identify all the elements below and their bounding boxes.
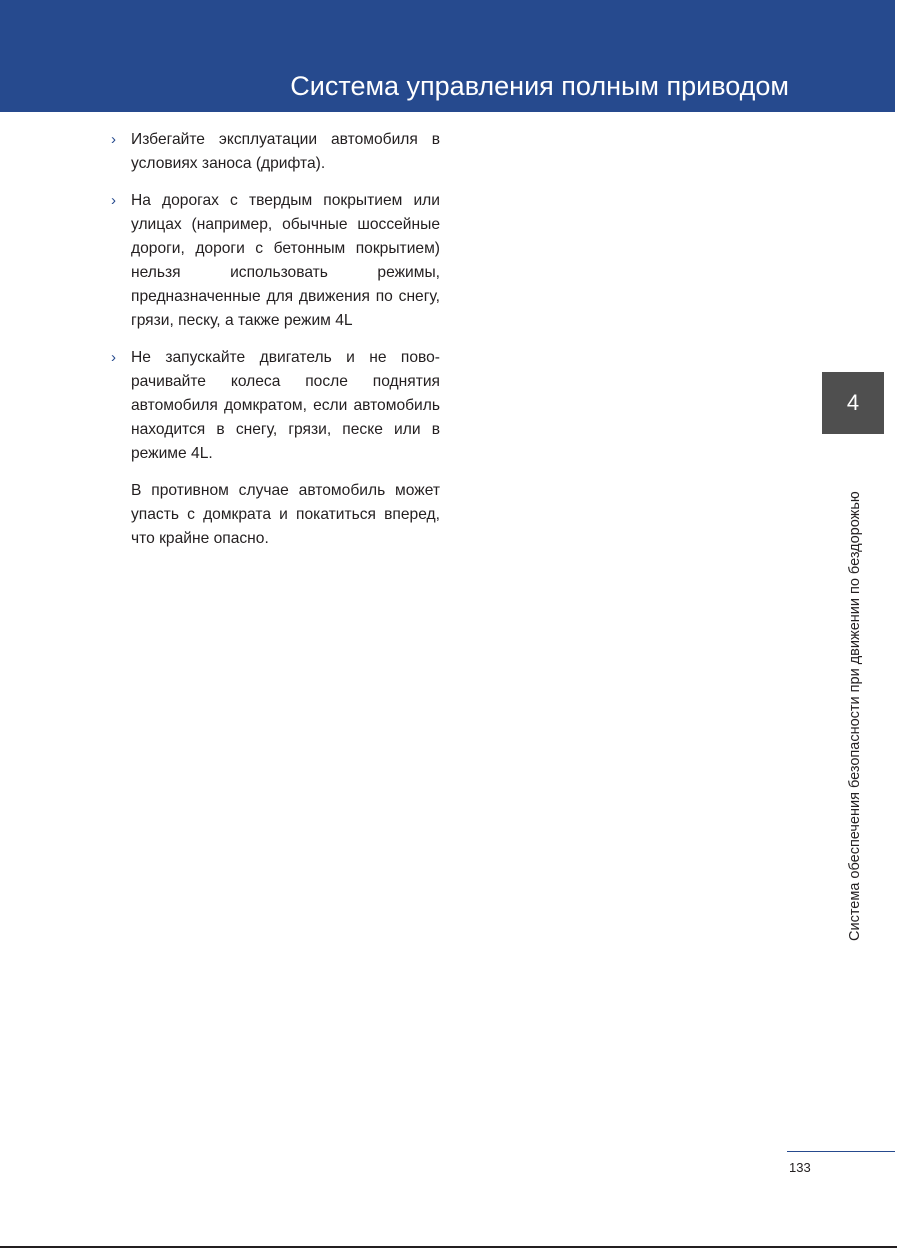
footer-divider	[787, 1151, 895, 1152]
page-number: 133	[789, 1160, 811, 1175]
chevron-right-icon: ›	[111, 349, 116, 366]
section-title: Система управления полным приводом	[290, 71, 789, 101]
chapter-number-tab: 4	[822, 372, 884, 434]
continuation-paragraph: В противном случае автомобиль может упасть с домкрата и покатиться вперед, что крайне опасно.	[131, 482, 440, 547]
chapter-title-vertical: Система обеспечения безопасности при движении по бездорожью	[847, 491, 863, 941]
bullet-text: На дорогах с твердым покрытием или улицах (например, обычные шоссейные дороги, дороги с бетонным покрытием) нельзя использовать режимы, предназначенные для движения по снегу, грязи, песку, а также режим 4L	[131, 192, 440, 329]
chevron-right-icon: ›	[111, 131, 116, 148]
chevron-right-icon: ›	[111, 192, 116, 209]
bullet-text: Не запускайте двигатель и не поворачивайте колеса после поднятия автомобиля домкратом, если автомобиль находится в снегу, грязи, песке или в режиме 4L.	[131, 349, 440, 462]
page-header	[0, 0, 897, 112]
bullet-item	[108, 346, 440, 466]
bullet-text: Избегайте эксплуатации автомобиля в условиях заноса (дрифта).	[131, 131, 440, 172]
main-content	[108, 128, 440, 551]
bullet-item	[108, 128, 440, 176]
bullet-item	[108, 189, 440, 333]
